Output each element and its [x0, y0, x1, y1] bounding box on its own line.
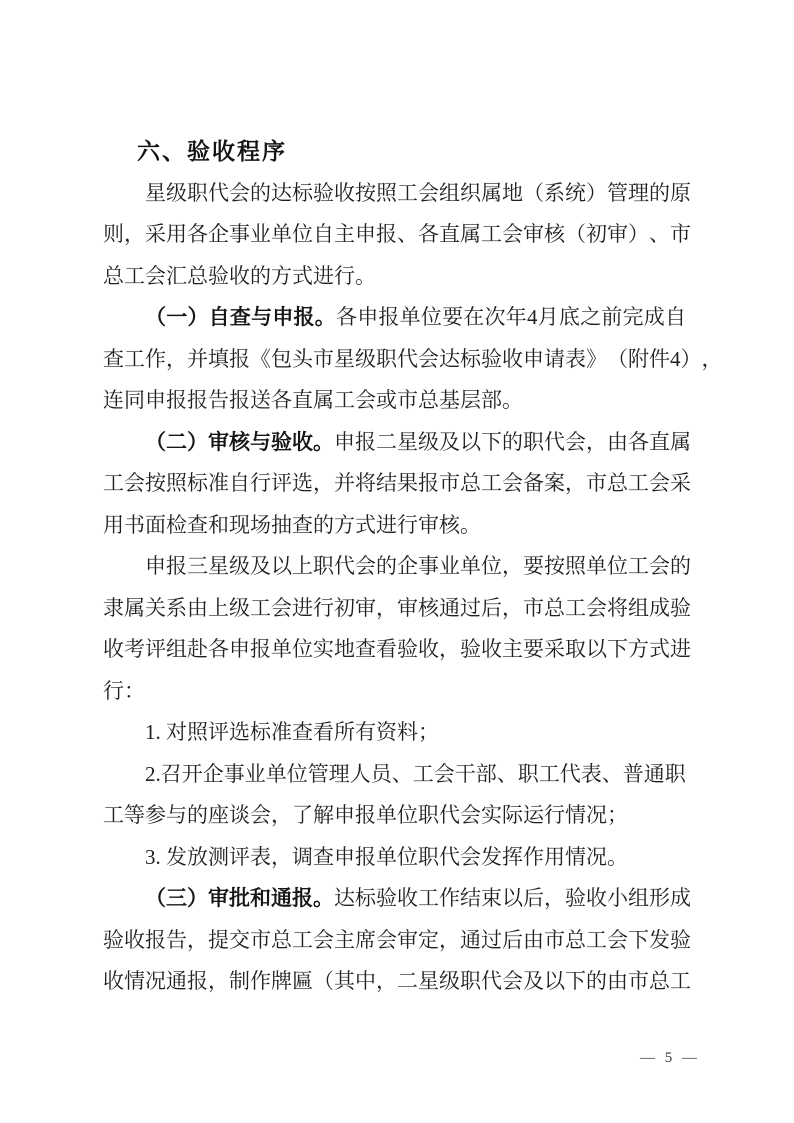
document-line: 则 ， 采 用 各 企 事 业 单 位 自 主 申 报 、 各 直 属 工 会 审 核 （ 初 审 ） 、 市 [103, 222, 691, 246]
document-content [103, 131, 723, 1003]
document-line: （ 二 ） 审 核 与 验 收 。 申 报 二 星 级 及 以 下 的 职 代 会 ， 由 各 直 属 [145, 429, 691, 454]
document-line: （ 三 ） 审 批 和 通 报 。 达 标 验 收 工 作 结 束 以 后 ， 验 收 小 组 形 成 [145, 886, 691, 910]
document-line: 工 会 按 照 标 准 自 行 评 选 ， 并 将 结 果 报 市 总 工 会 备 案 ， 市 总 工 会 采 [103, 471, 691, 495]
document-line: 工等参与的座谈会，了解申报单位职代会实际运行情况； [103, 803, 628, 827]
document-line: （ 一 ） 自 查 与 申 报 。 各 申 报 单 位 要 在 次 年 4 月 底 之 前 完 成 自 [145, 305, 686, 329]
document-line: 星 级 职 代 会 的 达 标 验 收 按 照 工 会 组 织 属 地 （ 系 统 ） 管 理 的 原 [145, 180, 691, 205]
document-line: 1. 对照评选标准查看所有资料； [145, 720, 439, 744]
document-lines [103, 173, 723, 1003]
section-heading: 六、验收程序 [137, 138, 287, 164]
document-line: 连同申报报告报送各直属工会或市总基层部。 [103, 388, 523, 412]
page-number: — 5 — [640, 1050, 700, 1066]
document-line: 隶 属 关 系 由 上 级 工 会 进 行 初 审 ， 审 核 通 过 后 ， 市 总 工 会 将 组 成 验 [103, 595, 691, 620]
document-line: 用书面检查和现场抽查的方式进行审核。 [103, 512, 481, 537]
document-line: 3. 发放测评表，调查申报单位职代会发挥作用情况。 [145, 844, 628, 869]
document-line: 收 情 况 通 报 ， 制 作 牌 匾 （ 其 中 ， 二 星 级 职 代 会 及 以 下 的 由 市 总 工 [103, 969, 691, 993]
document-line: 总工会汇总验收的方式进行。 [103, 263, 376, 288]
document-line: 行： [103, 678, 145, 703]
document-line: 验 收 报 告 ， 提 交 市 总 工 会 主 席 会 审 定 ， 通 过 后 由 市 总 工 会 下 发 验 [103, 927, 691, 952]
document-line: 2 . 召 开 企 事 业 单 位 管 理 人 员 、 工 会 干 部 、 职 工 代 表 、 普 通 职 [145, 761, 686, 786]
document-line: 申 报 三 星 级 及 以 上 职 代 会 的 企 事 业 单 位 ， 要 按 照 单 位 工 会 的 [145, 554, 691, 578]
document-line: 收 考 评 组 赴 各 申 报 单 位 实 地 查 看 验 收 ， 验 收 主 要 采 取 以 下 方 式 进 [103, 637, 691, 661]
document-line: 查 工 作 ， 并 填 报 《 包 头 市 星 级 职 代 会 达 标 验 收 申 请 表 》 （ 附 件 4 ） ， [103, 346, 723, 371]
